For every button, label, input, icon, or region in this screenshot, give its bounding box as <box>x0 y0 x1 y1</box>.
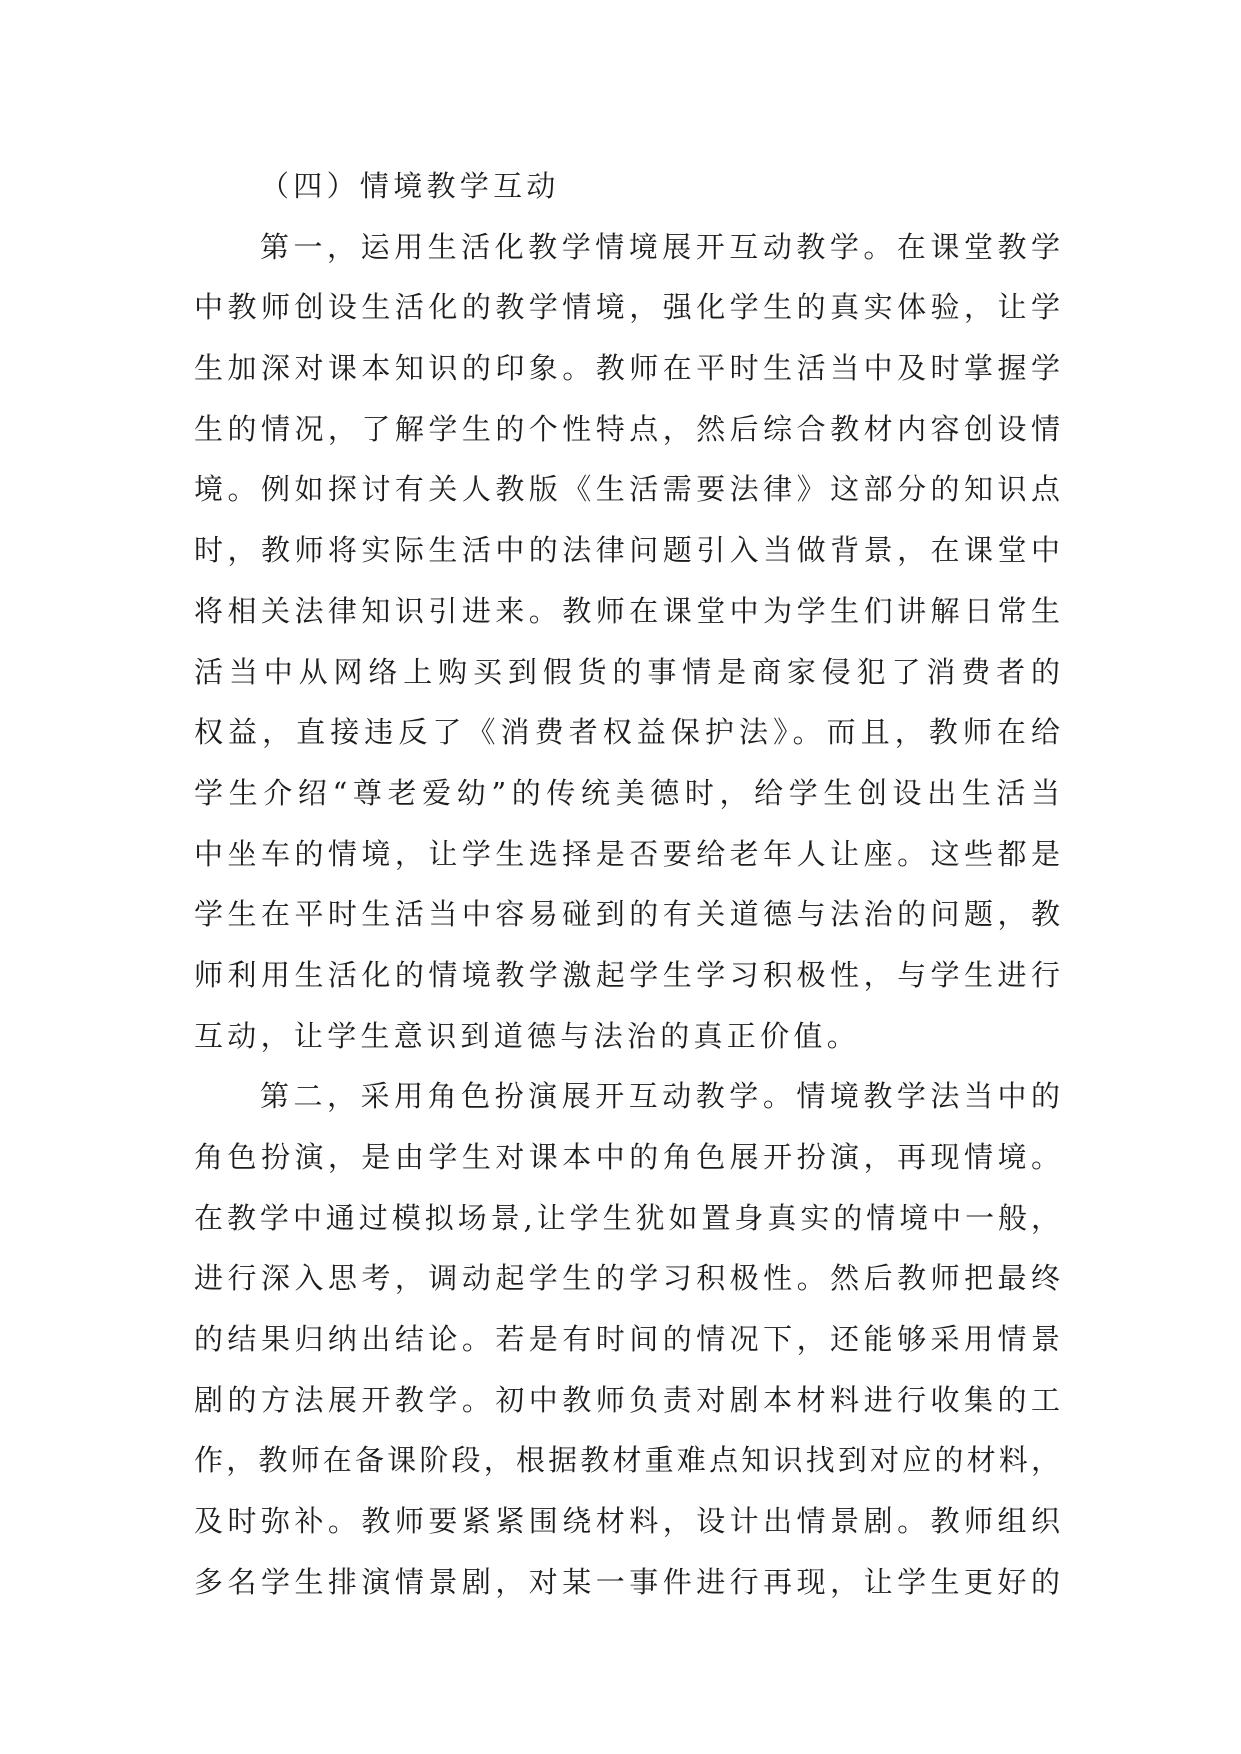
paragraph-line: 多名学生排演情景剧，对某一事件进行再现，让学生更好的 <box>194 1564 1060 1599</box>
paragraph-line: 权益，直接违反了《消费者权益保护法》。而且，教师在给 <box>194 715 1060 750</box>
paragraph-line: 境。例如探讨有关人教版《生活需要法律》这部分的知识点 <box>194 472 1060 507</box>
document-body <box>194 156 1060 1613</box>
paragraph-line: 将相关法律知识引进来。教师在课堂中为学生们讲解日常生 <box>194 593 1060 628</box>
paragraph-line: 生加深对课本知识的印象。教师在平时生活当中及时掌握学 <box>194 351 1060 386</box>
paragraph-line: 在教学中通过模拟场景,让学生犹如置身真实的情境中一般， <box>194 1200 1060 1235</box>
paragraph-line: 学生在平时生活当中容易碰到的有关道德与法治的问题，教 <box>194 897 1060 932</box>
paragraph-line: 师利用生活化的情境教学激起学生学习积极性，与学生进行 <box>194 957 1060 992</box>
paragraph-line: 第二，采用角色扮演展开互动教学。情境教学法当中的 <box>260 1079 1060 1114</box>
paragraph-line: 第一，运用生活化教学情境展开互动教学。在课堂教学 <box>260 229 1060 264</box>
paragraph-1 <box>194 217 1060 1067</box>
paragraph-2 <box>194 1066 1060 1612</box>
paragraph-line: 中坐车的情境，让学生选择是否要给老年人让座。这些都是 <box>194 836 1060 871</box>
section-heading: （四）情境教学互动 <box>260 169 560 203</box>
paragraph-line: 中教师创设生活化的教学情境，强化学生的真实体验，让学 <box>194 290 1060 325</box>
paragraph-line: 进行深入思考，调动起学生的学习积极性。然后教师把最终 <box>194 1261 1060 1296</box>
paragraph-line: 活当中从网络上购买到假货的事情是商家侵犯了消费者的 <box>194 654 1060 689</box>
paragraph-line: 的结果归纳出结论。若是有时间的情况下，还能够采用情景 <box>194 1322 1060 1357</box>
paragraph-line: 互动，让学生意识到道德与法治的真正价值。 <box>194 1018 861 1053</box>
paragraph-line: 剧的方法展开教学。初中教师负责对剧本材料进行收集的工 <box>194 1382 1060 1417</box>
paragraph-line: 及时弥补。教师要紧紧围绕材料，设计出情景剧。教师组织 <box>194 1504 1060 1539</box>
paragraph-line: 时，教师将实际生活中的法律问题引入当做背景，在课堂中 <box>194 533 1060 568</box>
paragraph-line: 角色扮演，是由学生对课本中的角色展开扮演，再现情境。 <box>194 1140 1060 1174</box>
paragraph-line: 作，教师在备课阶段，根据教材重难点知识找到对应的材料， <box>194 1443 1060 1478</box>
paragraph-line: 生的情况，了解学生的个性特点，然后综合教材内容创设情 <box>194 411 1060 446</box>
paragraph-line: 学生介绍“尊老爱幼”的传统美德时，给学生创设出生活当 <box>194 775 1060 810</box>
